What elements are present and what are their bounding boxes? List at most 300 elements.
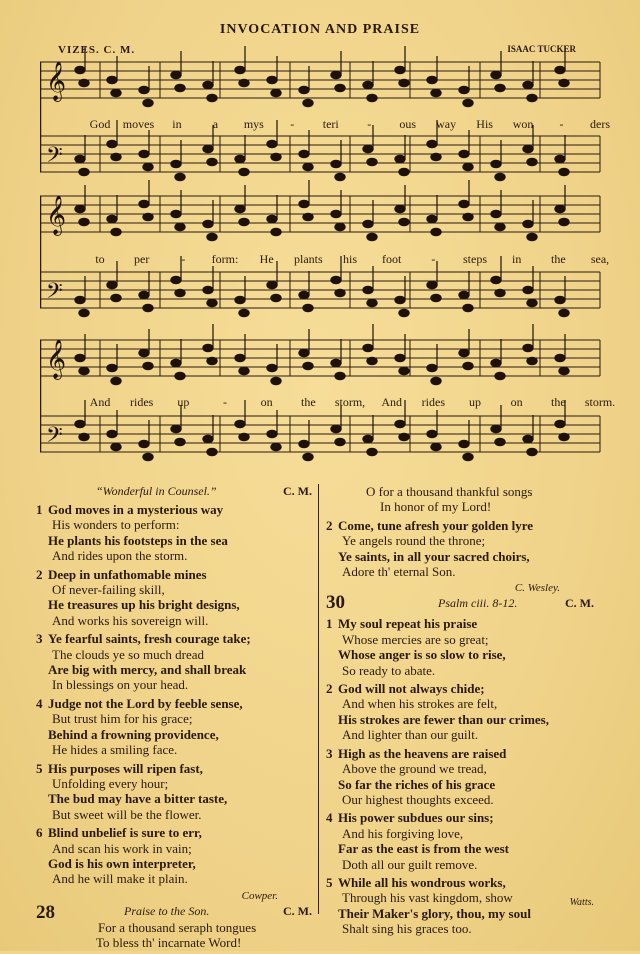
note-head (143, 304, 153, 312)
note-head (175, 223, 185, 231)
hymn-30-number: 30 (326, 592, 345, 614)
note-head (331, 71, 341, 79)
note-head (363, 81, 373, 89)
note-head (427, 430, 437, 438)
lyric-syllable: rides (421, 395, 445, 409)
note-head (399, 367, 409, 375)
note-head (495, 438, 505, 446)
verse-number: 3 (36, 631, 43, 647)
verse-line: Doth all our guilt remove. (342, 856, 478, 872)
note-head (459, 291, 469, 299)
verse-number: 2 (326, 517, 333, 533)
note-head (367, 357, 377, 365)
verse-line: And works his sovereign will. (52, 612, 209, 628)
note-head (527, 357, 537, 365)
note-head (303, 362, 313, 370)
note-head (555, 66, 565, 74)
note-head (463, 99, 473, 107)
note-head (335, 289, 345, 297)
verse-line: Whose mercies are so great; (342, 631, 489, 647)
note-head (111, 294, 121, 302)
lyric-syllable: ous (399, 117, 417, 131)
note-head (271, 377, 281, 385)
note-head (271, 89, 281, 97)
verse-line: And he will make it plain. (52, 871, 188, 887)
note-head (143, 362, 153, 370)
verse-line: He plants his footsteps in the sea (48, 532, 228, 548)
verse-line: His strokes are fewer than our crimes, (338, 711, 549, 727)
note-head (107, 281, 117, 289)
lyric-syllable: sea, (590, 252, 610, 266)
hymn-30-meter: C. M. (565, 596, 594, 611)
note-head (331, 210, 341, 218)
note-head (459, 86, 469, 94)
note-head (335, 173, 345, 181)
lyric-syllable: teri (322, 117, 339, 131)
note-head (559, 168, 569, 176)
note-head (559, 79, 569, 87)
note-head (523, 220, 533, 228)
note-head (399, 218, 409, 226)
verse-line: Far as the east is from the west (338, 841, 510, 857)
note-head (239, 309, 249, 317)
note-head (207, 357, 217, 365)
lyric-syllable: - (290, 117, 295, 131)
verse-line: My soul repeat his praise (338, 616, 478, 632)
note-head (239, 168, 249, 176)
note-head (235, 66, 245, 74)
verse-line: The bud may have a bitter taste, (48, 791, 228, 807)
verse-line: Are big with mercy, and shall break (48, 662, 247, 678)
note-head (523, 81, 533, 89)
note-head (431, 377, 441, 385)
note-head (175, 372, 185, 380)
note-head (271, 443, 281, 451)
note-head (395, 420, 405, 428)
note-head (235, 420, 245, 428)
note-head (459, 150, 469, 158)
note-head (271, 228, 281, 236)
note-head (235, 155, 245, 163)
verse (36, 825, 318, 887)
verse-number: 4 (36, 695, 43, 711)
verse-line: In honor of my Lord! (380, 499, 492, 515)
verse-number: 2 (326, 681, 333, 697)
note-head (459, 440, 469, 448)
note-head (395, 66, 405, 74)
note-head (555, 354, 565, 362)
note-head (395, 296, 405, 304)
verse-line: Shalt sing his graces too. (342, 921, 472, 937)
note-head (399, 168, 409, 176)
note-head (171, 359, 181, 367)
note-head (267, 430, 277, 438)
verse-line: Come, tune afresh your golden lyre (338, 517, 533, 533)
lyric-syllable: His (476, 117, 493, 131)
tune-name: VIZES. C. M. (58, 44, 136, 56)
verse-line: His power subdues our sins; (338, 810, 494, 826)
note-head (139, 349, 149, 357)
note-head (335, 223, 345, 231)
note-head (427, 281, 437, 289)
verse-line: And scan his work in vain; (52, 840, 192, 856)
hymn-30-heading (326, 592, 600, 616)
verse-number: 3 (326, 745, 333, 761)
note-head (463, 213, 473, 221)
note-head (491, 160, 501, 168)
note-head (431, 443, 441, 451)
lyric-syllable: - (431, 252, 436, 266)
verse-number: 2 (36, 566, 43, 582)
note-head (171, 210, 181, 218)
note-head (299, 150, 309, 158)
note-head (303, 163, 313, 171)
note-head (495, 289, 505, 297)
lyric-syllable: moves (122, 117, 155, 131)
note-head (363, 286, 373, 294)
note-head (367, 158, 377, 166)
hymn-29-meter: C. M. (283, 484, 312, 498)
note-head (303, 213, 313, 221)
note-head (207, 94, 217, 102)
note-head (175, 438, 185, 446)
note-head (431, 89, 441, 97)
note-head (335, 372, 345, 380)
lyric-syllable: in (511, 252, 522, 266)
note-head (107, 215, 117, 223)
note-head (523, 435, 533, 443)
hymn-28-author: C. Wesley. (514, 582, 560, 595)
verse (326, 810, 600, 872)
note-head (527, 233, 537, 241)
note-head (555, 155, 565, 163)
treble-clef-icon: 𝄞 (46, 195, 67, 235)
note-head (267, 140, 277, 148)
note-head (235, 354, 245, 362)
verse-line: But sweet will be the flower. (52, 806, 202, 822)
note-head (463, 304, 473, 312)
verse-line: Adore th' eternal Son. (342, 564, 456, 580)
note-head (143, 453, 153, 461)
verse-line: And lighter than our guilt. (342, 727, 479, 743)
note-head (203, 145, 213, 153)
lyric-syllable: storm, (334, 395, 366, 409)
note-head (207, 233, 217, 241)
lyrics-system-3 (40, 395, 616, 411)
note-head (555, 420, 565, 428)
note-head (303, 304, 313, 312)
lyric-syllable: - (181, 252, 186, 266)
note-head (107, 76, 117, 84)
verse-line: And his forgiving love, (342, 825, 464, 841)
verse-number: 5 (326, 874, 333, 890)
hymn-28-title: Praise to the Son. (124, 903, 210, 918)
verse (326, 875, 600, 937)
note-head (527, 94, 537, 102)
verse-line: And rides upon the storm. (52, 548, 188, 564)
lyric-syllable: And (381, 395, 402, 409)
note-head (491, 71, 501, 79)
note-head (175, 173, 185, 181)
note-head (171, 160, 181, 168)
hymn-29-text (36, 484, 318, 954)
note-head (495, 84, 505, 92)
note-head (463, 453, 473, 461)
note-head (239, 79, 249, 87)
note-head (139, 440, 149, 448)
hymn-29-title: “Wonderful in Counsel.” (96, 484, 217, 498)
note-head (75, 296, 85, 304)
note-head (79, 309, 89, 317)
verse-line: So ready to abate. (342, 662, 436, 678)
note-head (459, 349, 469, 357)
verse-line: God is his own interpreter, (48, 855, 196, 871)
bass-clef-icon: 𝄢 (46, 423, 63, 453)
verse-line: In blessings on your head. (52, 677, 189, 693)
verse (326, 616, 600, 678)
note-head (203, 344, 213, 352)
note-head (363, 145, 373, 153)
note-head (559, 367, 569, 375)
note-head (203, 81, 213, 89)
lyric-syllable: steps (463, 252, 487, 266)
verse-line: His purposes will ripen fast, (48, 760, 203, 776)
lyric-syllable: to (95, 252, 105, 266)
verse-line: Whose anger is so slow to rise, (338, 647, 506, 663)
verse-number: 1 (326, 616, 333, 632)
hymn-28-verse-1 (36, 920, 318, 951)
note-head (79, 79, 89, 87)
note-head (267, 281, 277, 289)
lyric-syllable: on (260, 395, 273, 409)
note-head (107, 430, 117, 438)
note-head (267, 364, 277, 372)
note-head (79, 367, 89, 375)
verse-line: Of never-failing skill, (52, 582, 165, 598)
note-head (111, 443, 121, 451)
note-head (175, 289, 185, 297)
note-head (299, 200, 309, 208)
note-head (79, 433, 89, 441)
note-head (75, 66, 85, 74)
verse-line: Through his vast kingdom, show (342, 890, 513, 906)
note-head (75, 420, 85, 428)
verse-line: O for a thousand thankful songs (366, 484, 533, 499)
note-head (491, 210, 501, 218)
verse-line: Their Maker's glory, thou, my soul (338, 905, 531, 921)
verse-line: He hides a smiling face. (52, 742, 178, 758)
note-head (299, 291, 309, 299)
lyric-syllable: rides (129, 395, 154, 409)
verse-line: For a thousand seraph tongues (98, 919, 257, 935)
page-header (0, 22, 640, 56)
note-head (111, 153, 121, 161)
verse (36, 502, 318, 564)
hymn-28-meter: C. M. (283, 903, 312, 918)
verse-number: 4 (326, 810, 333, 826)
note-head (559, 309, 569, 317)
verse-number: 5 (36, 760, 43, 776)
lyrics-system-1 (40, 117, 610, 133)
note-head (75, 354, 85, 362)
note-head (527, 448, 537, 456)
note-head (175, 84, 185, 92)
note-head (171, 71, 181, 79)
verse (326, 681, 600, 743)
note-head (143, 213, 153, 221)
verse-line: But trust him for his grace; (52, 711, 193, 727)
note-head (239, 218, 249, 226)
note-head (75, 155, 85, 163)
note-head (431, 153, 441, 161)
note-head (495, 173, 505, 181)
hymn-30-title: Psalm ciii. 8-12. (438, 596, 518, 611)
verse-number: 1 (36, 502, 43, 517)
note-head (495, 372, 505, 380)
verse-line: The clouds ye so much dread (52, 646, 204, 662)
note-head (139, 291, 149, 299)
verse-line: Ye fearful saints, fresh courage take; (48, 631, 251, 647)
verse-line: And when his strokes are felt, (342, 696, 498, 712)
note-head (523, 145, 533, 153)
note-head (111, 377, 121, 385)
verse-line: Above the ground we tread, (342, 761, 487, 777)
note-head (491, 276, 501, 284)
note-head (495, 223, 505, 231)
note-head (463, 362, 473, 370)
note-head (239, 367, 249, 375)
lyric-syllable: his (342, 252, 358, 266)
note-head (527, 299, 537, 307)
note-head (367, 94, 377, 102)
verse (326, 746, 600, 808)
note-head (235, 205, 245, 213)
verse (36, 631, 318, 693)
note-head (399, 433, 409, 441)
verse (326, 518, 600, 580)
note-head (363, 220, 373, 228)
note-head (207, 158, 217, 166)
note-head (299, 440, 309, 448)
verse-line: His wonders to perform: (52, 517, 180, 533)
note-head (111, 89, 121, 97)
right-column (326, 484, 600, 940)
verse-line: Judge not the Lord by feeble sense, (48, 695, 243, 711)
lyric-syllable: mys (243, 117, 264, 131)
hymn-29-heading (36, 484, 318, 502)
note-head (271, 294, 281, 302)
note-head (299, 349, 309, 357)
verse-line: Our highest thoughts exceed. (342, 791, 494, 807)
verse-line: Unfolding every hour; (52, 775, 169, 791)
note-head (527, 158, 537, 166)
verse-line: God moves in a mysterious way (48, 502, 224, 517)
section-title: INVOCATION AND PRAISE (219, 22, 421, 37)
lyric-syllable: form: (211, 252, 239, 266)
verse-line: So far the riches of his grace (338, 776, 496, 792)
hymn-28-verse-1-cont (326, 484, 600, 515)
note-head (299, 86, 309, 94)
verse-line: God will not always chide; (338, 681, 485, 697)
lyric-syllable: the (550, 252, 566, 266)
lyric-syllable: up (469, 395, 481, 409)
treble-clef-icon: 𝄞 (46, 339, 67, 379)
composer-name: ISAAC TUCKER (507, 44, 576, 54)
lyric-syllable: way (436, 117, 457, 131)
note-head (203, 220, 213, 228)
note-head (207, 299, 217, 307)
note-head (107, 140, 117, 148)
note-head (427, 76, 437, 84)
note-head (559, 218, 569, 226)
note-head (267, 215, 277, 223)
lyric-syllable: - (367, 117, 372, 131)
note-head (143, 99, 153, 107)
note-head (79, 168, 89, 176)
note-head (171, 276, 181, 284)
column-divider (318, 484, 319, 914)
note-head (463, 163, 473, 171)
treble-clef-icon: 𝄞 (46, 61, 67, 101)
hymn-28-heading (36, 901, 318, 923)
note-head (459, 200, 469, 208)
verse-line: To bless th' incarnate Word! (96, 935, 242, 951)
hymn-30-author: Watts. (569, 897, 594, 908)
note-head (427, 215, 437, 223)
note-head (331, 276, 341, 284)
note-head (491, 359, 501, 367)
note-head (363, 344, 373, 352)
lyric-syllable: up (177, 395, 190, 409)
verse-line: Ye saints, in all your sacred choirs, (338, 548, 530, 564)
note-head (239, 433, 249, 441)
note-head (335, 438, 345, 446)
bass-clef-icon: 𝄢 (46, 279, 63, 309)
note-head (203, 435, 213, 443)
note-head (139, 200, 149, 208)
note-head (107, 364, 117, 372)
note-head (399, 79, 409, 87)
lyric-syllable: He (259, 252, 274, 266)
lyric-syllable: storm. (584, 395, 616, 409)
note-head (523, 344, 533, 352)
lyric-syllable: God (89, 117, 111, 131)
note-head (335, 84, 345, 92)
note-head (555, 205, 565, 213)
note-head (363, 435, 373, 443)
note-head (427, 364, 437, 372)
note-head (559, 433, 569, 441)
note-head (399, 309, 409, 317)
hymn-28-number: 28 (36, 901, 55, 923)
note-head (331, 359, 341, 367)
note-head (395, 205, 405, 213)
verse-line: Behind a frowning providence, (48, 726, 219, 742)
lyric-syllable: foot (381, 252, 402, 266)
verse (36, 761, 318, 823)
lyric-syllable: plants (293, 252, 323, 266)
note-head (267, 76, 277, 84)
note-head (431, 294, 441, 302)
verse-line: Ye angels round the throne; (342, 533, 486, 549)
lyric-syllable: the (550, 395, 566, 409)
lyric-syllable: in (172, 117, 182, 131)
note-head (367, 233, 377, 241)
verse-line: Blind unbelief is sure to err, (48, 825, 202, 841)
note-head (395, 155, 405, 163)
note-head (111, 228, 121, 236)
lyric-syllable: won (512, 117, 534, 131)
